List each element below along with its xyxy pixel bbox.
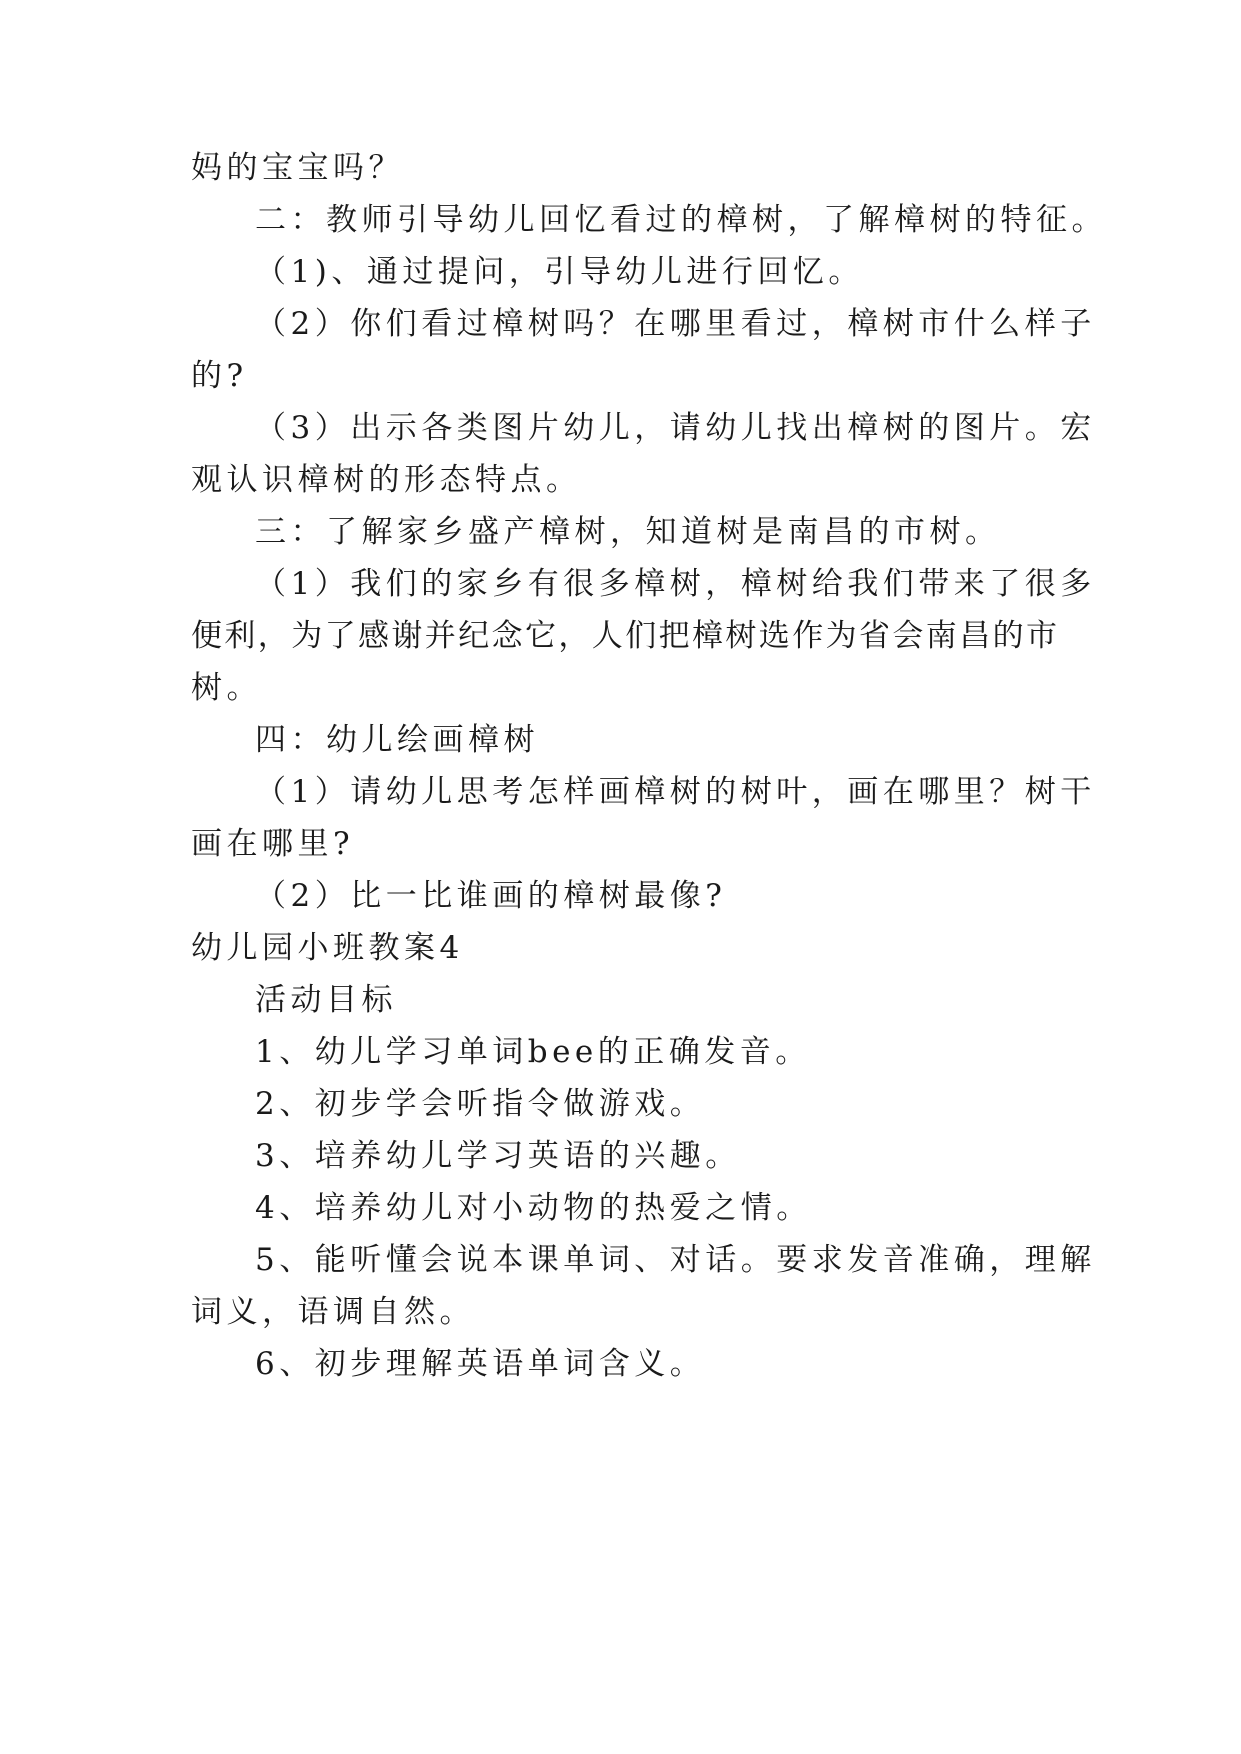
section-heading: 活动目标 bbox=[255, 982, 397, 1018]
text-line: 画在哪里? bbox=[191, 826, 355, 862]
list-item: 3、培养幼儿学习英语的兴趣。 bbox=[255, 1138, 741, 1174]
text-line: （3）出示各类图片幼儿，请幼儿找出樟树的图片。宏 bbox=[255, 410, 1096, 446]
list-item: 6、初步理解英语单词含义。 bbox=[255, 1346, 706, 1382]
section-heading: 四：幼儿绘画樟树 bbox=[255, 722, 539, 758]
text-line: 词义，语调自然。 bbox=[191, 1294, 475, 1330]
text-line: 便利，为了感谢并纪念它，人们把樟树选作为省会南昌的市 bbox=[191, 618, 1060, 654]
list-item: 2、初步学会听指令做游戏。 bbox=[255, 1086, 706, 1122]
text-line: 树。 bbox=[191, 670, 262, 706]
section-heading: 三：了解家乡盛产樟树，知道树是南昌的市树。 bbox=[255, 514, 1001, 550]
text-line: 的? bbox=[191, 358, 248, 394]
text-line: （2）你们看过樟树吗？在哪里看过，樟树市什么样子 bbox=[255, 306, 1096, 342]
list-item: 5、能听懂会说本课单词、对话。要求发音准确，理解 bbox=[255, 1242, 1096, 1278]
text-line: （1）我们的家乡有很多樟树，樟树给我们带来了很多 bbox=[255, 566, 1096, 602]
section-heading: 二：教师引导幼儿回忆看过的樟树，了解樟树的特征。 bbox=[255, 202, 1107, 238]
text-line: （1)、通过提问，引导幼儿进行回忆。 bbox=[255, 254, 864, 290]
text-line: （1）请幼儿思考怎样画樟树的树叶，画在哪里？树干 bbox=[255, 774, 1096, 810]
text-line: （2）比一比谁画的樟树最像? bbox=[255, 878, 727, 914]
list-item: 1、幼儿学习单词bee的正确发音。 bbox=[255, 1034, 811, 1070]
document-title: 幼儿园小班教案4 bbox=[191, 930, 464, 966]
text-line: 妈的宝宝吗？ bbox=[191, 150, 404, 186]
text-line: 观认识樟树的形态特点。 bbox=[191, 462, 582, 498]
list-item: 4、培养幼儿对小动物的热爱之情。 bbox=[255, 1190, 812, 1226]
